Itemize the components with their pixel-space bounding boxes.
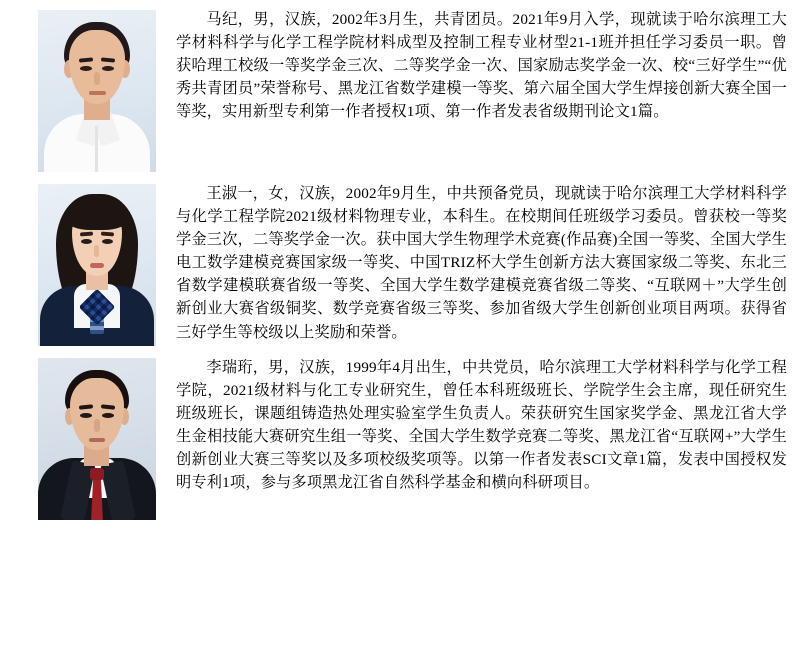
mouth-shape xyxy=(89,438,105,442)
nose-shape xyxy=(94,72,100,85)
nose-shape xyxy=(94,245,99,257)
mouth-shape xyxy=(89,91,106,95)
eye-left-shape xyxy=(80,66,92,71)
bio-text-cell xyxy=(172,356,789,495)
nose-shape xyxy=(94,419,100,432)
necktie-knot-shape xyxy=(90,468,104,480)
bio-text-cell xyxy=(172,8,789,123)
mouth-shape xyxy=(90,263,104,268)
shirt-placket-shape xyxy=(95,126,98,172)
portrait-cell xyxy=(22,8,172,172)
portrait-cell xyxy=(22,356,172,520)
eye-right-shape xyxy=(102,66,114,71)
portrait-photo-3 xyxy=(38,358,156,520)
bio-text-cell xyxy=(172,182,789,344)
eye-right-shape xyxy=(102,413,114,418)
portrait-photo-2 xyxy=(38,184,156,346)
bio-paragraph: 李瑞珩，男，汉族，1999年4月出生，中共党员，哈尔滨理工大学材料科学与化学工程学院，2021级材料与化工专业研究生，曾任本科班级班长、学院学生会主席，现任研究生班级班长，课题组铸造热处理实验室学生负责人。荣获研究生国家奖学金、黑龙江省大学生金相技能大赛研究生组一等奖、全国大学生数学竞赛二等奖、黑龙江省“互联网+”大学生创新创业大赛三等奖以及多项校级奖项等。以第一作者发表SCI文章1篇，发表中国授权发明专利1项，参与多项黑龙江省自然科学基金和横向科研项目。 xyxy=(176,359,787,492)
bio-paragraph: 马纪，男，汉族，2002年3月生，共青团员。2021年9月入学，现就读于哈尔滨理工大学材料科学与化学工程学院材料成型及控制工程专业材型21-1班并担任学习委员一职。曾获哈理工校级一等奖学金三次、二等奖学金一次、国家励志奖学金一次、校“三好学生”“优秀共青团员”荣誉称号、黑龙江省数学建模一等奖、第六届全国大学生焊接创新大赛全国一等奖，实用新型专利第一作者授权1项、第一作者发表省级期刊论文1篇。 xyxy=(176,11,787,121)
eye-left-shape xyxy=(80,413,92,418)
portrait-cell xyxy=(22,182,172,346)
portrait-photo-1 xyxy=(38,10,156,172)
bio-entry xyxy=(22,356,789,520)
eye-left-shape xyxy=(81,239,92,244)
bio-entry xyxy=(22,8,789,172)
bio-paragraph: 王淑一，女，汉族，2002年9月生，中共预备党员，现就读于哈尔滨理工大学材料科学与化学工程学院2021级材料物理专业，本科生。在校期间任班级学习委员。曾获校一等奖学金三次，二等奖学金一次。获中国大学生物理学术竞赛(作品赛)全国一等奖、全国大学生电工数学建模竞赛国家级一等奖、中国TRIZ杯大学生创新方法大赛国家级二等奖、东北三省数学建模联赛省级一等奖、全国大学生数学建模竞赛省级二等奖、“互联网＋”大学生创新创业大赛省级铜奖、数学竞赛省级三等奖、参加省级大学生创新创业项目两项。获得省三好学生等校级以上奖励和荣誉。 xyxy=(176,185,787,341)
eye-right-shape xyxy=(102,239,113,244)
bio-entry xyxy=(22,182,789,346)
